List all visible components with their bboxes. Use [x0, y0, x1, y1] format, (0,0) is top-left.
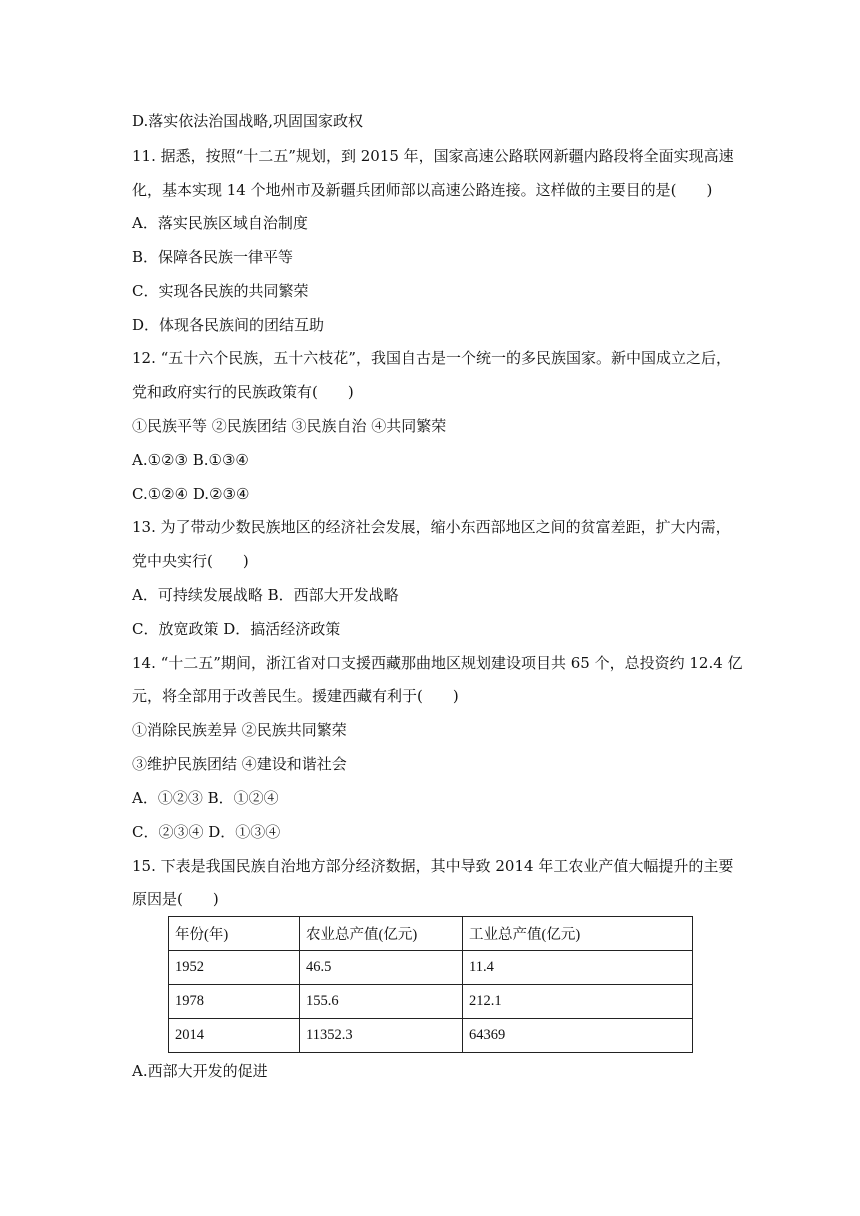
- options-cd-q13: C．放宽政策 D．搞活经济政策: [132, 620, 341, 638]
- option-c-q11: C．实现各民族的共同繁荣: [132, 282, 309, 300]
- cell-year: 2014: [169, 1019, 300, 1053]
- question-13-stem-line2: 党中央实行( ): [132, 552, 249, 570]
- cell-industry: 11.4: [463, 951, 693, 985]
- economic-data-table: [168, 916, 693, 1053]
- question-11-stem-line1: 11. 据悉，按照“十二五”规划，到 2015 年，国家高速公路联网新疆内路段将全面实现高速: [132, 147, 734, 165]
- question-12-stem-line2: 党和政府实行的民族政策有( ): [132, 383, 354, 401]
- option-a-q11: A．落实民族区域自治制度: [132, 214, 308, 232]
- question-12-stem-line1: 12. “五十六个民族，五十六枝花”，我国自古是一个统一的多民族国家。新中国成立之后，: [132, 349, 731, 367]
- header-agriculture: 农业总产值(亿元): [300, 917, 463, 951]
- table-row: [169, 1019, 693, 1053]
- options-cd-q12: C.①②④ D.②③④: [132, 485, 250, 503]
- question-13-stem-line1: 13. 为了带动少数民族地区的经济社会发展，缩小东西部地区之间的贫富差距，扩大内需，: [132, 518, 731, 536]
- header-year: 年份(年): [169, 917, 300, 951]
- question-15-stem-line1: 15. 下表是我国民族自治地方部分经济数据，其中导致 2014 年工农业产值大幅提升的主要: [132, 857, 734, 875]
- cell-agriculture: 155.6: [300, 985, 463, 1019]
- table-row: [169, 951, 693, 985]
- cell-industry: 64369: [463, 1019, 693, 1053]
- table-row: [169, 985, 693, 1019]
- cell-year: 1952: [169, 951, 300, 985]
- options-ab-q13: A．可持续发展战略 B．西部大开发战略: [132, 586, 399, 604]
- option-d-q11: D．体现各民族间的团结互助: [132, 316, 325, 334]
- cell-year: 1978: [169, 985, 300, 1019]
- question-14-statements-1: ①消除民族差异 ②民族共同繁荣: [132, 721, 347, 739]
- cell-agriculture: 46.5: [300, 951, 463, 985]
- cell-industry: 212.1: [463, 985, 693, 1019]
- option-b-q11: B．保障各民族一律平等: [132, 248, 294, 266]
- option-d-q10: D.落实依法治国战略,巩固国家政权: [132, 112, 364, 130]
- option-a-q15: A.西部大开发的促进: [132, 1062, 268, 1080]
- question-14-stem-line2: 元，将全部用于改善民生。援建西藏有利于( ): [132, 687, 459, 705]
- table-header-row: [169, 917, 693, 951]
- options-ab-q12: A.①②③ B.①③④: [132, 451, 249, 469]
- question-14-stem-line1: 14. “十二五”期间，浙江省对口支援西藏那曲地区规划建设项目共 65 个，总投资约 12.4 亿: [132, 654, 743, 672]
- cell-agriculture: 11352.3: [300, 1019, 463, 1053]
- question-15-stem-line2: 原因是( ): [132, 890, 219, 908]
- question-12-statements: ①民族平等 ②民族团结 ③民族自治 ④共同繁荣: [132, 417, 447, 435]
- header-industry: 工业总产值(亿元): [463, 917, 693, 951]
- options-cd-q14: C．②③④ D．①③④: [132, 823, 281, 841]
- options-ab-q14: A．①②③ B．①②④: [132, 789, 279, 807]
- question-11-stem-line2: 化，基本实现 14 个地州市及新疆兵团师部以高速公路连接。这样做的主要目的是( ): [132, 181, 713, 199]
- question-14-statements-2: ③维护民族团结 ④建设和谐社会: [132, 755, 347, 773]
